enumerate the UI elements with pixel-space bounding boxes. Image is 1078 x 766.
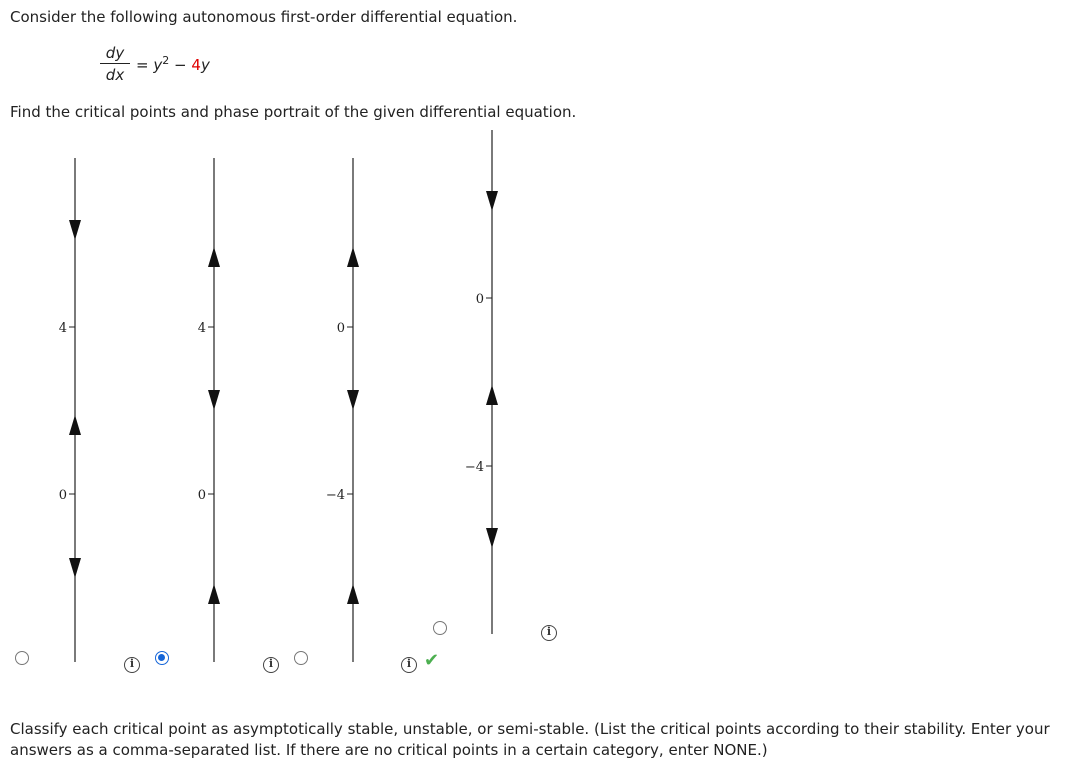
arrow-up-icon bbox=[208, 247, 220, 267]
option-1-radio[interactable] bbox=[15, 651, 29, 665]
intro-text: Consider the following autonomous first-order differential equation. bbox=[10, 8, 518, 26]
phase-line-option-4 bbox=[465, 130, 498, 634]
arrow-up-icon bbox=[347, 584, 359, 604]
arrow-down-icon bbox=[69, 558, 81, 578]
tick-label: 4 bbox=[58, 321, 67, 336]
prompt-text: Find the critical points and phase portrait of the given differential equation. bbox=[10, 103, 577, 121]
check-icon: ✔ bbox=[424, 650, 440, 671]
classify-instructions: Classify each critical point as asymptotically stable, unstable, or semi-stable. (List the critical points according to their stability. Enter your answers as a comma-separated list. If there are no critical points in a certain category, enter NONE.) bbox=[10, 720, 1050, 759]
arrow-down-icon bbox=[208, 390, 220, 410]
fraction-denominator: dx bbox=[105, 66, 125, 84]
phase-line-option-2 bbox=[198, 158, 220, 662]
phase-line-option-3 bbox=[326, 158, 359, 662]
equals-sign: = bbox=[136, 56, 149, 74]
option-4-radio[interactable] bbox=[433, 621, 447, 635]
fraction-numerator: dy bbox=[105, 44, 125, 62]
arrow-up-icon bbox=[347, 247, 359, 267]
coefficient: 4 bbox=[191, 56, 201, 74]
tick-label: 0 bbox=[336, 321, 345, 336]
arrow-down-icon bbox=[486, 528, 498, 548]
option-3-info-icon[interactable] bbox=[401, 657, 417, 673]
tick-label: 0 bbox=[475, 292, 484, 307]
arrow-down-icon bbox=[486, 191, 498, 211]
base-variable: y bbox=[153, 56, 163, 74]
option-2-radio[interactable] bbox=[155, 651, 169, 665]
arrow-up-icon bbox=[486, 385, 498, 405]
option-3-radio[interactable] bbox=[294, 651, 308, 665]
phase-line-option-1 bbox=[59, 158, 81, 662]
tick-label: 4 bbox=[197, 321, 206, 336]
tick-label: 0 bbox=[197, 488, 206, 503]
arrow-down-icon bbox=[69, 220, 81, 240]
linear-variable: y bbox=[200, 56, 210, 74]
exponent: 2 bbox=[162, 54, 170, 67]
arrow-up-icon bbox=[208, 584, 220, 604]
tick-label: −4 bbox=[464, 460, 484, 475]
arrow-down-icon bbox=[347, 390, 359, 410]
tick-label: −4 bbox=[325, 488, 345, 503]
option-2-info-icon[interactable] bbox=[263, 657, 279, 673]
arrow-up-icon bbox=[69, 415, 81, 435]
option-4-info-icon[interactable] bbox=[541, 625, 557, 641]
option-1-info-icon[interactable] bbox=[124, 657, 140, 673]
tick-label: 0 bbox=[58, 488, 67, 503]
minus-sign: − bbox=[174, 56, 187, 74]
